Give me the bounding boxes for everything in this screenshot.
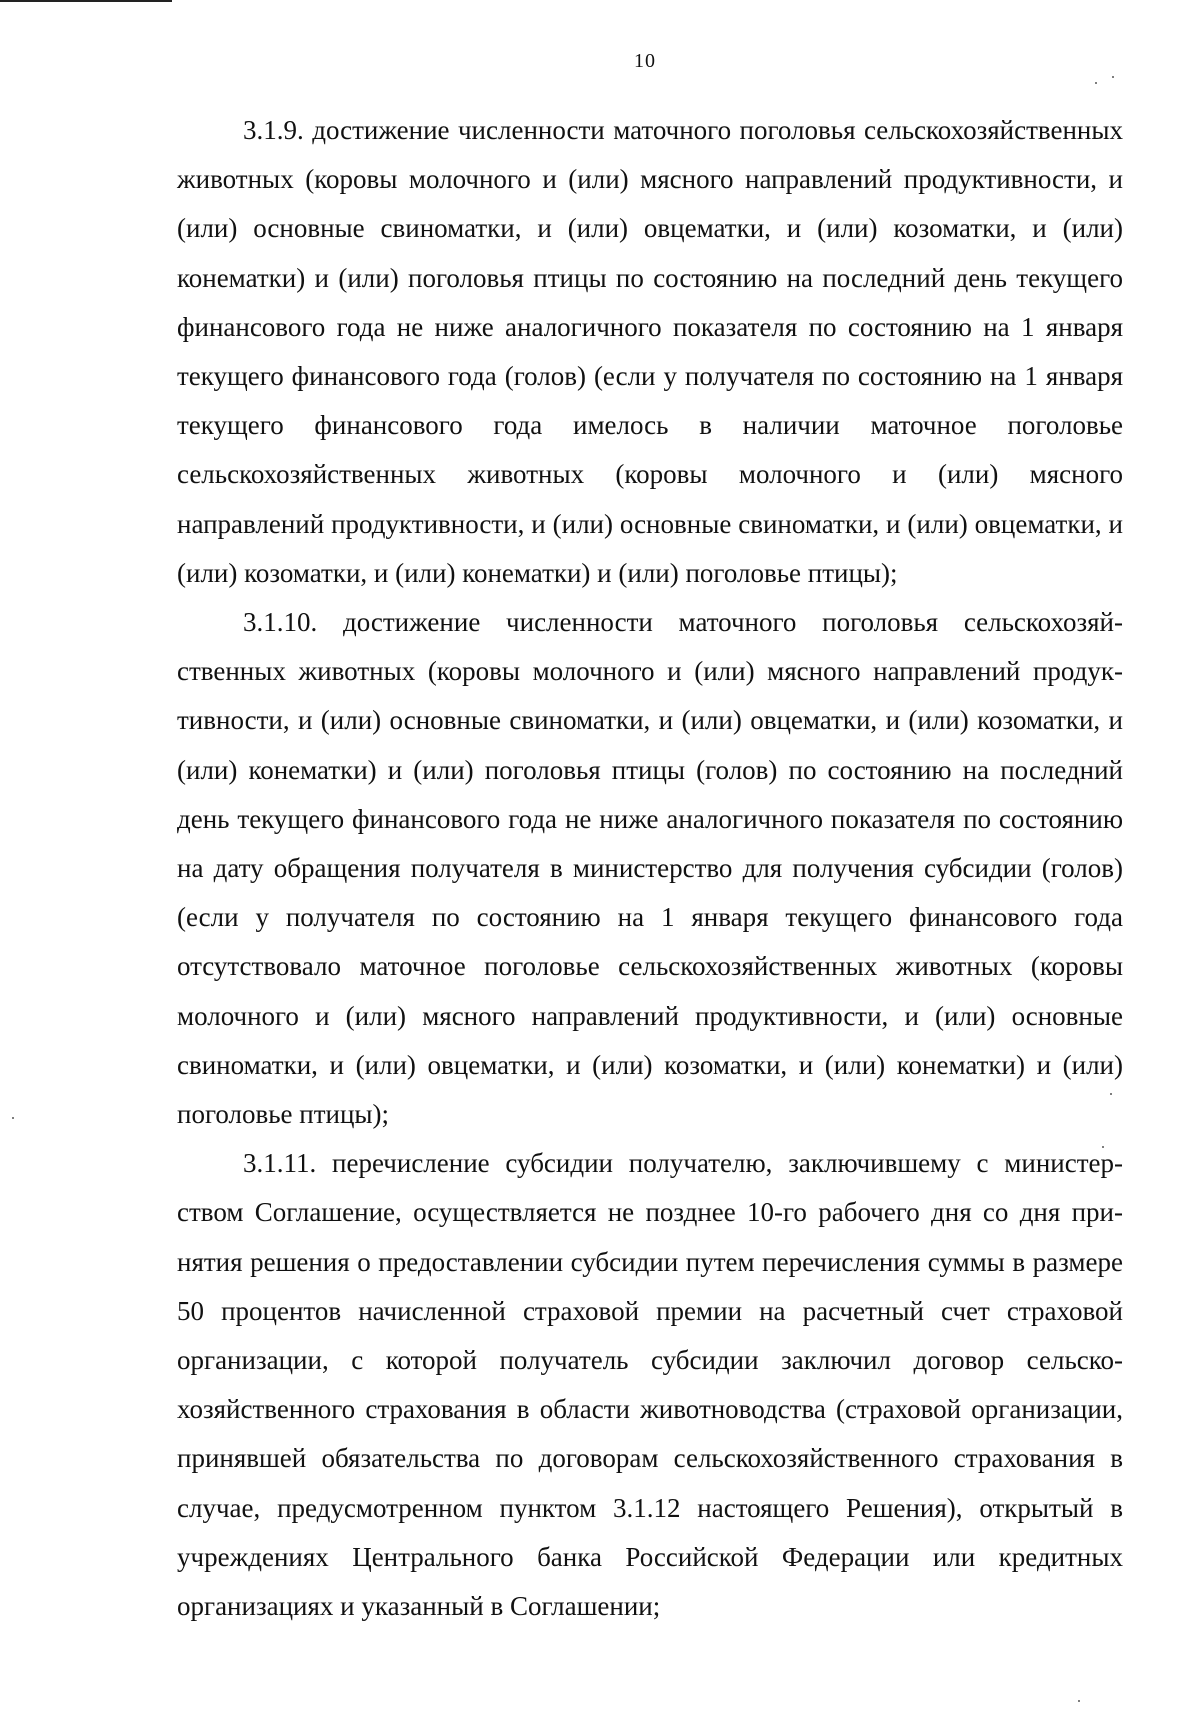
paragraph-3-1-9: 3.1.9. достижение численности маточного поголовья сельскохозяйственных животных (коровы молочного и (или) мясного направлений продуктивности, и (или) основные свиноматки, и (или) овцематки, и (или) козоматки, и (или) конематки) и (или) поголовья птицы по состоянию на последний день текущего финансового года не ниже аналогичного показателя по состоянию на 1 января текущего финансового года (голов) (если у получателя по состоянию на 1 января текущего финансового года имелось в наличии маточное поголовье сельскохозяйственных животных (коровы молочного и (или) мясного направлений продуктивности, и (или) основные свиноматки, и (или) овцематки, и (или) козоматки, и (или) конематки) и (или) поголовье птицы);: [177, 115, 1123, 588]
scan-speck: [1102, 1146, 1104, 1148]
scan-edge-line: [0, 0, 172, 2]
document-body: [177, 106, 1123, 1631]
scan-speck: [1078, 1700, 1080, 1702]
scan-speck: [1095, 82, 1097, 84]
scan-speck: [12, 1117, 14, 1119]
paragraph-3-1-11: 3.1.11. перечисление субсидии получателю, заключившему с министерством Соглашение, осуществляется не позднее 10-го рабочего дня со дня принятия решения о предоставлении субсидии путем перечисления суммы в размере 50 процентов начисленной страховой премии на расчетный счет страховой организации, с которой получатель субсидии заключил договор сельскохозяйственного страхования в области животноводства (страховой организации, принявшей обязательства по договорам сельскохозяйственного страхования в случае, предусмотренном пунктом 3.1.12 настоящего Решения), открытый в учреждениях Центрального банка Российской Федерации или кредитных организациях и указанный в Соглашении;: [177, 1148, 1123, 1622]
paragraph-3-1-10: 3.1.10. достижение численности маточного поголовья сельскохозяйственных животных (коровы молочного и (или) мясного направлений продуктивности, и (или) основные свиноматки, и (или) овцематки, и (или) козоматки, и (или) конематки) и (или) поголовья птицы (голов) по состоянию на последний день текущего финансового года не ниже аналогичного показателя по состоянию на дату обращения получателя в министерство для получения субсидии (голов) (если у получателя по состоянию на 1 января текущего финансового года отсутствовало маточное поголовье сельскохозяйственных животных (коровы молочного и (или) мясного направлений продуктивности, и (или) основные свиноматки, и (или) овцематки, и (или) козоматки, и (или) конематки) и (или) поголовье птицы);: [177, 607, 1123, 1130]
page-number: 10: [634, 50, 656, 72]
scan-speck: [1112, 76, 1114, 78]
scan-speck: [1110, 1093, 1112, 1095]
